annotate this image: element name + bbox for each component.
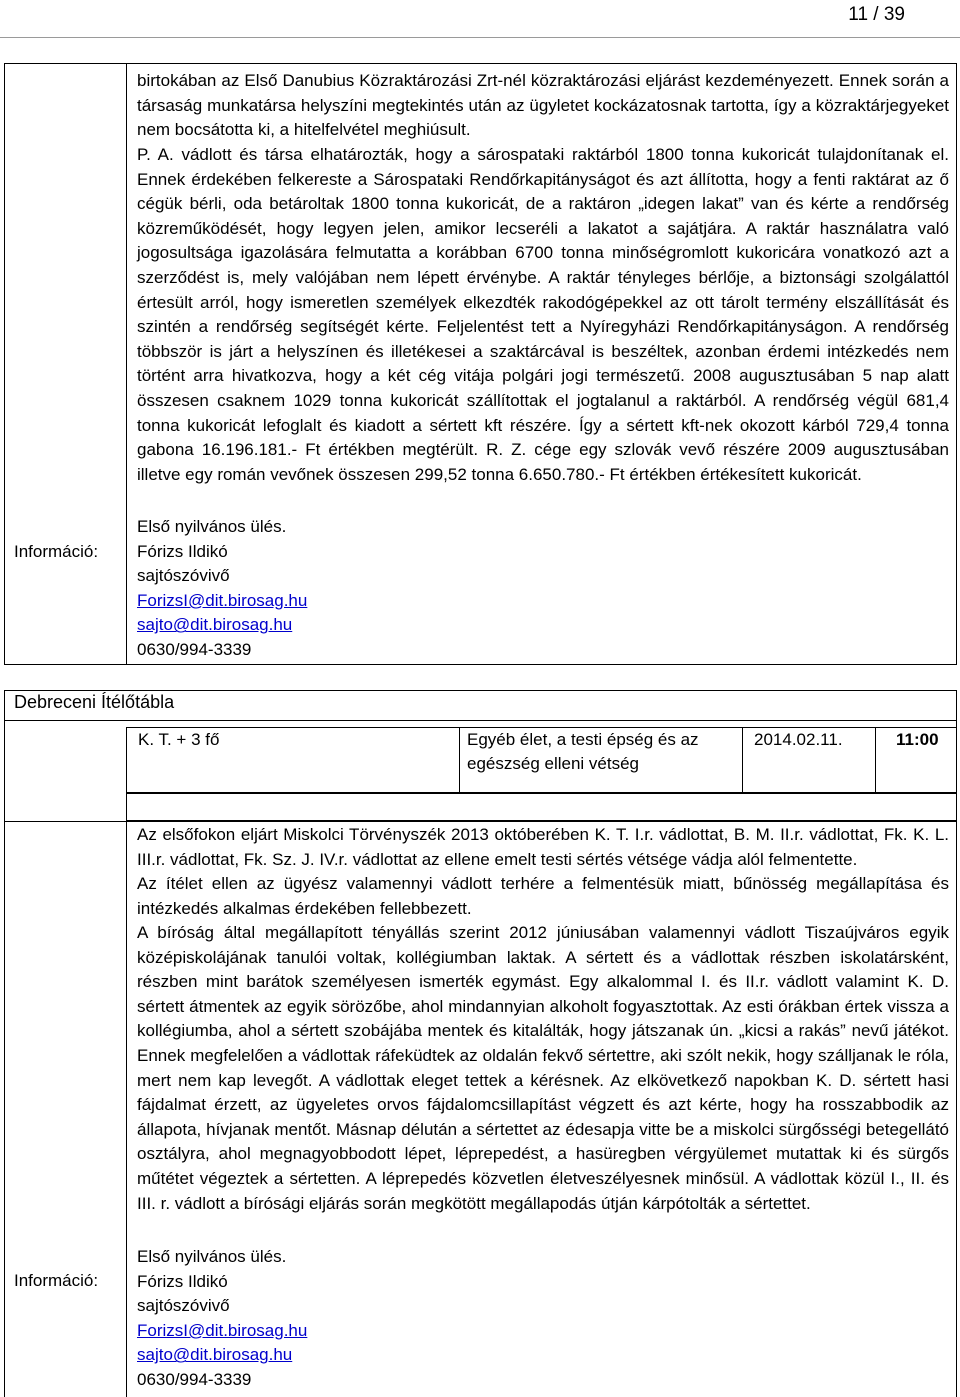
- email-link[interactable]: ForizsI@dit.birosag.hu: [137, 1320, 308, 1340]
- case-2-paragraph-facts: A bíróság által megállapított tényállás szerint 2012 júniusában valamennyi vádlott Tiszaújváros egyik középiskolájának tanulói voltak, kollégiumban laktak. A sértett és a vádlottak részben iskolatársként, részben mint barátok személyesen ismerték egymást. Egy alkalommal I. és II.r. vádlott valamint K. D. sértett átmentek az egyik sörözőbe, ahol mindannyian alkoholt fogyasztottak. Az esti órákban értek vissza a kollégiumba, ahol a sértett szobájába mentek és kitalálták, hogy játszanak ún. „kicsi a rakás” nevű játékot. Ennek megfelelően a vádlottak ráfeküdtek az oldalán fekvő sértettre, aki szólt nekik, hogy szálljanak le róla, mert nem kap levegőt. A vádlottak eleget tettek a kérésnek. Az elkövetkező napokban K. D. sértett hasi fájdalmat érzett, az ügyeletes orvos fájdalomcsillapítást végzett és azt kérte, hogy ha rosszabbodik az állapota, hívjanak mentőt. Másnap délután a sértettet az édesapja vitte be a miskolci sürgősségi betegellátó osztályra, ahol megnagyobbodott lépet, léprepedést, a hasüregben vérgyülemet mutattak ki és sürgős műtétet végeztek a sértetten. A léprepedés közvetlen életveszélyesnek minősül. A vádlottak közül I., II. és III. r. vádlott a bírósági eljárás során megkötött megállapodás útján kárpótolták a sértettet.: [137, 923, 949, 1213]
- case-box-2-divider: [126, 821, 127, 1397]
- contact-phone: 0630/994-3339: [137, 639, 252, 659]
- contact-role: sajtószóvivő: [137, 566, 230, 586]
- hearing-type: Első nyilvános ülés.: [137, 517, 287, 536]
- page-number: 11 / 39: [848, 4, 905, 25]
- info-label-1: Információ:: [14, 542, 99, 561]
- case-2-contact: [137, 1245, 307, 1393]
- case-header-col-divider-3: [875, 727, 876, 793]
- press-email-link[interactable]: sajto@dit.birosag.hu: [137, 615, 293, 635]
- case-header-col-divider-1: [459, 727, 460, 793]
- court-title-underline: [4, 720, 957, 721]
- case-2-paragraph-first-instance: Az elsőfokon eljárt Miskolci Törvényszék 2013 októberében K. T. I.r. vádlottat, B. M. II.r. vádlottat, Fk. K. L. III.r. vádlottat, Fk. Sz. J. IV.r. vádlottat az ellene emelt testi sértés vétsége vádja alól felmentette.: [137, 825, 949, 869]
- case-time: 11:00: [896, 730, 939, 749]
- press-email-link[interactable]: sajto@dit.birosag.hu: [137, 1345, 293, 1365]
- court-title: Debreceni Ítélőtábla: [14, 692, 175, 712]
- contact-phone: 0630/994-3339: [137, 1369, 252, 1389]
- case-header-col-divider-2: [742, 727, 743, 793]
- case-1-contact: [137, 515, 307, 663]
- contact-name: Fórizs Ildikó: [137, 1271, 228, 1291]
- case-charge: [467, 728, 737, 776]
- case-charge-line-1: Egyéb élet, a testi épség és az: [467, 730, 699, 749]
- contact-name: Fórizs Ildikó: [137, 541, 228, 561]
- case-date: 2014.02.11.: [754, 730, 843, 749]
- case-2-paragraph-appeal: Az ítélet ellen az ügyész valamennyi vádlott terhére a felmentésük miatt, bűnösség megállapítása és intézkedés alkalmas érdekében fellebbezett.: [137, 874, 949, 918]
- case-1-paragraph-intro: birtokában az Első Danubius Közraktározási Zrt-nél közraktározási eljárást kezdeményezett. Ennek során a társaság munkatársa helyszíni megtekintés után az ügyletet kockázatosnak tartotta, így a közraktárjegyeket nem bocsátotta ki, a hitelfelvétel meghiúsult.: [137, 71, 949, 140]
- contact-role: sajtószóvivő: [137, 1296, 230, 1316]
- case-charge-line-2: egészség elleni vétség: [467, 754, 640, 773]
- info-label-2: Információ:: [14, 1271, 99, 1290]
- header-divider: [0, 37, 960, 38]
- case-defendants: K. T. + 3 fő: [138, 730, 220, 749]
- email-link[interactable]: ForizsI@dit.birosag.hu: [137, 590, 308, 610]
- case-1-paragraph-facts: P. A. vádlott és társa elhatározták, hogy a sárospataki raktárból 1800 tonna kukoricát tulajdonítanak el. Ennek érdekében felkereste a Sárospataki Rendőrkapitányságot és azt állította, hogy a fenti raktárat az ő cégük bérli, oda betároltak 1800 tonna kukoricát, de a raktáron „idegen lakat” van és kérte a rendőrség közreműködését, hogy legyen jelen, amikor lecseréli a lakatot a sajátjára. A raktár használatra való jogosultsága igazolására felmutatta a korábban 6700 tonna minőségromlott kukoricára vonatkozó azt a szerződést is, mely valójában nem lépett érvénybe. A raktár tényleges bérlője, a biztonsági szolgálattól értesült arról, hogy ismeretlen személyek elkezdték rakodógépekkel az ott tárolt termény elszállítását és szintén a rendőrség segítségét kérte. Feljelentést tett a Nyíregyházi Rendőrkapitányságon. A rendőrség többször is járt a helyszínen és illetékesei a szaktárcával is beszéltek, azonban érdemi intézkedés nem történt arra hivatkozva, hogy a két cég vitája polgári jogi természetű. 2008 augusztusában 5 nap alatt összesen csaknem 1029 tonna kukoricát szállítottak el jogtalanul a raktárból. A rendőrség végül 681,4 tonna kukoricát lefoglalt és kiadott a sértett kft részére. Így a sértett kft-nek okozott kárból 729,4 tonna gabona 16.196.181.- Ft értékben megtérült. R. Z. cége egy szlovák vevő részére 2009 augusztusában illetve egy román vevőnek összesen 299,52 tonna 6.650.780.- Ft értékben értékesített kukoricát.: [137, 145, 949, 484]
- case-box-1-divider: [126, 63, 127, 665]
- case-empty-row: [126, 793, 957, 821]
- hearing-type: Első nyilvános ülés.: [137, 1247, 287, 1266]
